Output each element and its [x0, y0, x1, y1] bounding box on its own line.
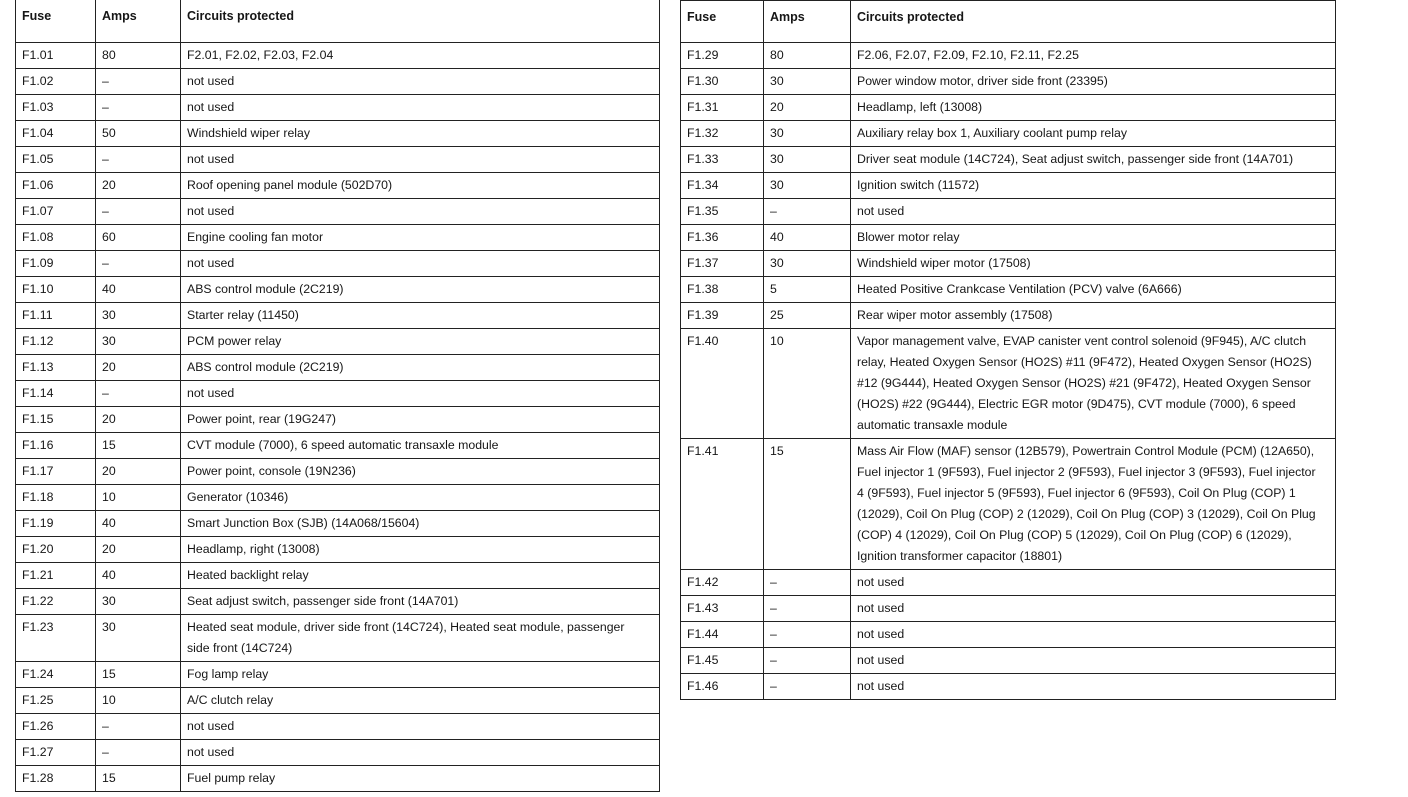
amps-cell: 15: [764, 439, 851, 570]
table-row: [16, 42, 660, 68]
circuits-cell: Auxiliary relay box 1, Auxiliary coolant pump relay: [851, 121, 1336, 147]
table-row: [16, 406, 660, 432]
table-row: [681, 622, 1336, 648]
table-row: [681, 199, 1336, 225]
amps-cell: 20: [96, 172, 181, 198]
table-row: [16, 562, 660, 588]
amps-cell: –: [96, 739, 181, 765]
amps-cell: 20: [96, 354, 181, 380]
table-row: [16, 380, 660, 406]
amps-cell: 30: [96, 588, 181, 614]
circuits-cell: not used: [181, 146, 660, 172]
fuse-cell: F1.12: [16, 328, 96, 354]
fuse-cell: F1.09: [16, 250, 96, 276]
amps-cell: 20: [96, 406, 181, 432]
table-row: [681, 329, 1336, 439]
amps-cell: 20: [96, 458, 181, 484]
circuits-cell: Vapor management valve, EVAP canister vent control solenoid (9F945), A/C clutch relay, Heated Oxygen Sensor (HO2S) #11 (9F472), Heated Oxygen Sensor (HO2S) #12 (9G444), Heated Oxygen Sensor (HO2S) #21 (9F472), Heated Oxygen Sensor (HO2S) #22 (9G444), Electric EGR motor (9D475), CVT module (7000), 6 speed automatic transaxle module: [851, 329, 1336, 439]
fuse-cell: F1.39: [681, 303, 764, 329]
fuse-cell: F1.44: [681, 622, 764, 648]
circuits-cell: Headlamp, right (13008): [181, 536, 660, 562]
table-row: [681, 277, 1336, 303]
amps-cell: 40: [96, 562, 181, 588]
fuse-cell: F1.07: [16, 198, 96, 224]
amps-cell: 15: [96, 765, 181, 791]
circuits-cell: ABS control module (2C219): [181, 276, 660, 302]
circuits-cell: Heated seat module, driver side front (14C724), Heated seat module, passenger side front (14C724): [181, 614, 660, 661]
fuse-cell: F1.01: [16, 42, 96, 68]
amps-cell: 10: [96, 687, 181, 713]
fuse-cell: F1.18: [16, 484, 96, 510]
fuse-cell: F1.06: [16, 172, 96, 198]
table-row: [16, 739, 660, 765]
table-row: [681, 95, 1336, 121]
fuse-cell: F1.17: [16, 458, 96, 484]
amps-cell: 30: [764, 147, 851, 173]
fuse-cell: F1.24: [16, 661, 96, 687]
fuse-cell: F1.11: [16, 302, 96, 328]
circuits-cell: not used: [181, 250, 660, 276]
table-row: [681, 596, 1336, 622]
circuits-cell: Headlamp, left (13008): [851, 95, 1336, 121]
fuse-cell: F1.45: [681, 648, 764, 674]
fuse-table-left: [15, 0, 660, 792]
table-row: [16, 687, 660, 713]
amps-cell: –: [764, 648, 851, 674]
amps-cell: –: [96, 94, 181, 120]
circuits-cell: not used: [851, 199, 1336, 225]
amps-cell: 10: [764, 329, 851, 439]
circuits-cell: Driver seat module (14C724), Seat adjust switch, passenger side front (14A701): [851, 147, 1336, 173]
circuits-cell: F2.01, F2.02, F2.03, F2.04: [181, 42, 660, 68]
circuits-cell: Heated backlight relay: [181, 562, 660, 588]
table-row: [681, 173, 1336, 199]
fuse-cell: F1.33: [681, 147, 764, 173]
circuits-cell: Mass Air Flow (MAF) sensor (12B579), Powertrain Control Module (PCM) (12A650), Fuel injector 1 (9F593), Fuel injector 2 (9F593), Fuel injector 3 (9F593), Fuel injector 4 (9F593), Fuel injector 5 (9F593), Fuel injector 6 (9F593), Coil On Plug (COP) 1 (12029), Coil On Plug (COP) 2 (12029), Coil On Plug (COP) 3 (12029), Coil On Plug (COP) 4 (12029), Coil On Plug (COP) 5 (12029), Coil On Plug (COP) 6 (12029), Ignition transformer capacitor (18801): [851, 439, 1336, 570]
circuits-cell: not used: [181, 198, 660, 224]
fuse-cell: F1.38: [681, 277, 764, 303]
table-row: [16, 146, 660, 172]
circuits-cell: not used: [181, 380, 660, 406]
header-amps: Amps: [764, 1, 851, 43]
fuse-cell: F1.22: [16, 588, 96, 614]
table-row: [681, 303, 1336, 329]
amps-cell: 40: [96, 510, 181, 536]
amps-cell: 15: [96, 661, 181, 687]
header-circuits: Circuits protected: [851, 1, 1336, 43]
fuse-cell: F1.30: [681, 69, 764, 95]
circuits-cell: PCM power relay: [181, 328, 660, 354]
circuits-cell: not used: [851, 622, 1336, 648]
table-row: [681, 147, 1336, 173]
circuits-cell: Power point, console (19N236): [181, 458, 660, 484]
amps-cell: 80: [764, 43, 851, 69]
amps-cell: –: [96, 250, 181, 276]
fuse-cell: F1.40: [681, 329, 764, 439]
amps-cell: 30: [96, 614, 181, 661]
table-row: [681, 121, 1336, 147]
fuse-cell: F1.42: [681, 570, 764, 596]
fuse-cell: F1.32: [681, 121, 764, 147]
amps-cell: 20: [764, 95, 851, 121]
fuse-cell: F1.15: [16, 406, 96, 432]
fuse-cell: F1.41: [681, 439, 764, 570]
amps-cell: –: [764, 622, 851, 648]
amps-cell: –: [764, 570, 851, 596]
table-row: [681, 439, 1336, 570]
circuits-cell: not used: [851, 596, 1336, 622]
amps-cell: 10: [96, 484, 181, 510]
table-row: [16, 588, 660, 614]
fuse-table-right: [680, 0, 1336, 700]
fuse-cell: F1.43: [681, 596, 764, 622]
circuits-cell: not used: [181, 68, 660, 94]
table-row: [681, 43, 1336, 69]
fuse-cell: F1.19: [16, 510, 96, 536]
table-row: [16, 120, 660, 146]
fuse-cell: F1.31: [681, 95, 764, 121]
circuits-cell: Roof opening panel module (502D70): [181, 172, 660, 198]
amps-cell: –: [96, 713, 181, 739]
table-row: [681, 648, 1336, 674]
amps-cell: –: [96, 380, 181, 406]
amps-cell: 15: [96, 432, 181, 458]
circuits-cell: Smart Junction Box (SJB) (14A068/15604): [181, 510, 660, 536]
circuits-cell: Fog lamp relay: [181, 661, 660, 687]
table-header-row: [681, 1, 1336, 43]
fuse-cell: F1.08: [16, 224, 96, 250]
circuits-cell: Blower motor relay: [851, 225, 1336, 251]
header-amps: Amps: [96, 0, 181, 42]
table-row: [16, 432, 660, 458]
circuits-cell: F2.06, F2.07, F2.09, F2.10, F2.11, F2.25: [851, 43, 1336, 69]
amps-cell: 30: [764, 69, 851, 95]
table-row: [16, 614, 660, 661]
fuse-cell: F1.05: [16, 146, 96, 172]
table-row: [16, 354, 660, 380]
fuse-cell: F1.35: [681, 199, 764, 225]
circuits-cell: A/C clutch relay: [181, 687, 660, 713]
circuits-cell: ABS control module (2C219): [181, 354, 660, 380]
amps-cell: –: [96, 146, 181, 172]
circuits-cell: Generator (10346): [181, 484, 660, 510]
amps-cell: 30: [96, 302, 181, 328]
table-row: [16, 302, 660, 328]
amps-cell: 40: [96, 276, 181, 302]
table-row: [16, 536, 660, 562]
fuse-cell: F1.10: [16, 276, 96, 302]
fuse-cell: F1.20: [16, 536, 96, 562]
circuits-cell: Rear wiper motor assembly (17508): [851, 303, 1336, 329]
circuits-cell: not used: [851, 674, 1336, 700]
amps-cell: 5: [764, 277, 851, 303]
fuse-cell: F1.34: [681, 173, 764, 199]
amps-cell: 80: [96, 42, 181, 68]
amps-cell: 30: [764, 121, 851, 147]
circuits-cell: Windshield wiper motor (17508): [851, 251, 1336, 277]
amps-cell: –: [764, 674, 851, 700]
circuits-cell: CVT module (7000), 6 speed automatic transaxle module: [181, 432, 660, 458]
circuits-cell: Heated Positive Crankcase Ventilation (PCV) valve (6A666): [851, 277, 1336, 303]
header-circuits: Circuits protected: [181, 0, 660, 42]
fuse-cell: F1.36: [681, 225, 764, 251]
table-row: [16, 328, 660, 354]
amps-cell: 40: [764, 225, 851, 251]
header-fuse: Fuse: [681, 1, 764, 43]
amps-cell: –: [96, 68, 181, 94]
table-row: [16, 68, 660, 94]
table-row: [681, 69, 1336, 95]
circuits-cell: not used: [851, 570, 1336, 596]
circuits-cell: not used: [181, 94, 660, 120]
circuits-cell: not used: [181, 739, 660, 765]
fuse-cell: F1.13: [16, 354, 96, 380]
table-row: [16, 276, 660, 302]
circuits-cell: Seat adjust switch, passenger side front (14A701): [181, 588, 660, 614]
table-row: [16, 765, 660, 791]
fuse-cell: F1.14: [16, 380, 96, 406]
table-row: [681, 674, 1336, 700]
amps-cell: –: [96, 198, 181, 224]
circuits-cell: Engine cooling fan motor: [181, 224, 660, 250]
table-row: [16, 661, 660, 687]
amps-cell: 30: [764, 251, 851, 277]
table-row: [16, 198, 660, 224]
table-row: [681, 225, 1336, 251]
amps-cell: 50: [96, 120, 181, 146]
fuse-cell: F1.29: [681, 43, 764, 69]
amps-cell: –: [764, 199, 851, 225]
table-row: [16, 713, 660, 739]
circuits-cell: Ignition switch (11572): [851, 173, 1336, 199]
table-row: [16, 172, 660, 198]
fuse-cell: F1.16: [16, 432, 96, 458]
circuits-cell: Power point, rear (19G247): [181, 406, 660, 432]
table-row: [681, 570, 1336, 596]
fuse-cell: F1.46: [681, 674, 764, 700]
circuits-cell: Windshield wiper relay: [181, 120, 660, 146]
amps-cell: 30: [96, 328, 181, 354]
fuse-cell: F1.21: [16, 562, 96, 588]
table-row: [16, 458, 660, 484]
fuse-cell: F1.26: [16, 713, 96, 739]
table-row: [16, 484, 660, 510]
table-row: [16, 250, 660, 276]
table-row: [16, 94, 660, 120]
table-row: [16, 510, 660, 536]
circuits-cell: not used: [181, 713, 660, 739]
circuits-cell: Fuel pump relay: [181, 765, 660, 791]
header-fuse: Fuse: [16, 0, 96, 42]
fuse-cell: F1.28: [16, 765, 96, 791]
circuits-cell: Power window motor, driver side front (23395): [851, 69, 1336, 95]
fuse-cell: F1.27: [16, 739, 96, 765]
amps-cell: –: [764, 596, 851, 622]
fuse-cell: F1.02: [16, 68, 96, 94]
amps-cell: 60: [96, 224, 181, 250]
table-header-row: [16, 0, 660, 42]
fuse-cell: F1.04: [16, 120, 96, 146]
table-row: [16, 224, 660, 250]
circuits-cell: Starter relay (11450): [181, 302, 660, 328]
fuse-cell: F1.23: [16, 614, 96, 661]
circuits-cell: not used: [851, 648, 1336, 674]
amps-cell: 25: [764, 303, 851, 329]
fuse-cell: F1.25: [16, 687, 96, 713]
amps-cell: 30: [764, 173, 851, 199]
fuse-cell: F1.37: [681, 251, 764, 277]
table-row: [681, 251, 1336, 277]
fuse-cell: F1.03: [16, 94, 96, 120]
amps-cell: 20: [96, 536, 181, 562]
